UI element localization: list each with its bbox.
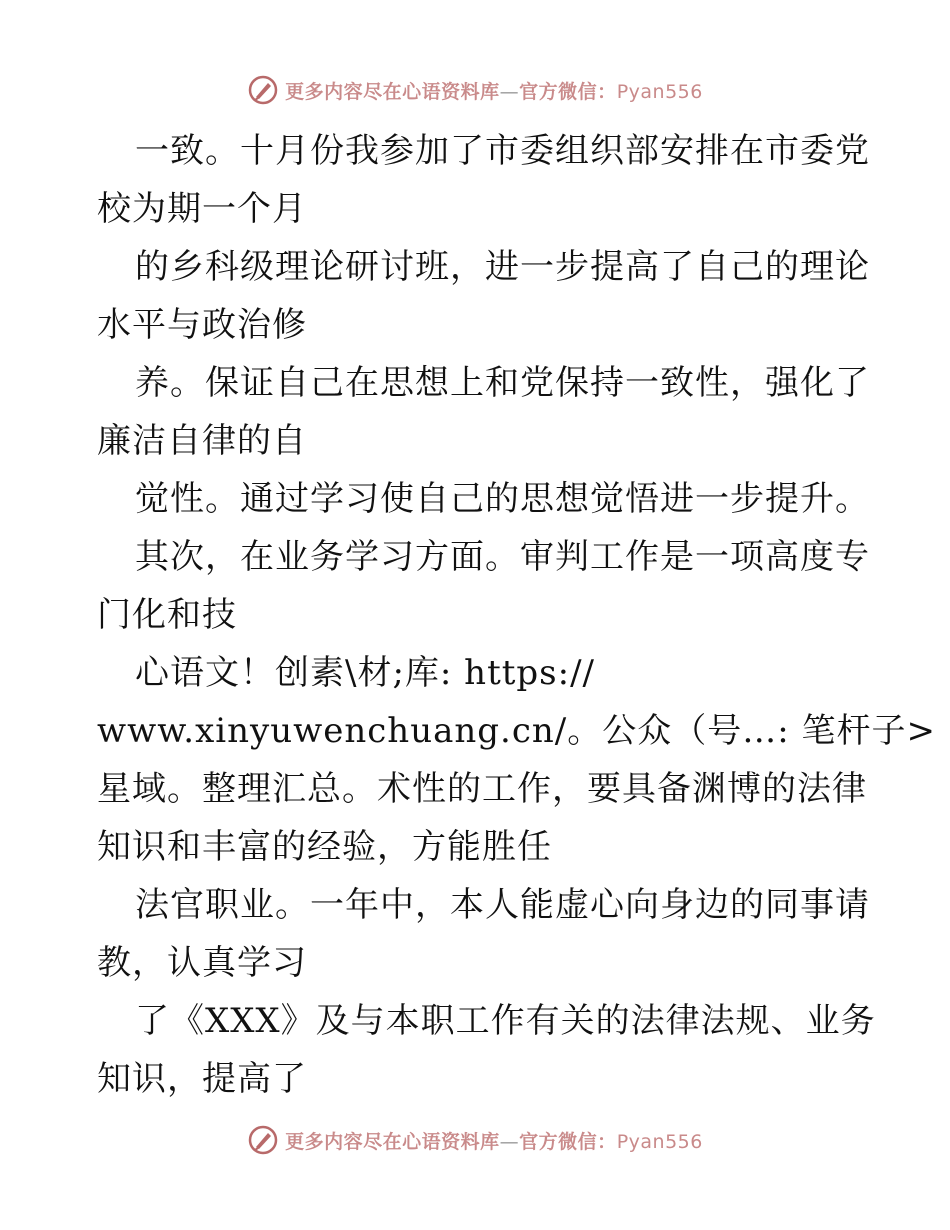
text-line: 一致。十月份我参加了市委组织部安排在市委党: [135, 131, 870, 171]
text-line: 知识，提高了: [97, 1059, 307, 1099]
text-line: www.xinyuwenchuang.cn/。公众（号…: 笔杆子>: [97, 711, 936, 751]
header-watermark: [0, 70, 950, 110]
text-line: 法官职业。一年中，本人能虚心向身边的同事请: [135, 885, 870, 925]
footer-watermark: [0, 1120, 950, 1160]
pen-seal-icon: [247, 74, 279, 106]
text-line: 知识和丰富的经验，方能胜任: [97, 827, 552, 867]
text-line: 教，认真学习: [97, 943, 307, 983]
text-line: 门化和技: [97, 595, 237, 635]
text-line: 水平与政治修: [97, 305, 307, 345]
text-line: 其次，在业务学习方面。审判工作是一项高度专: [135, 537, 870, 577]
text-line: 校为期一个月: [97, 189, 307, 229]
text-line: 星域。整理汇总。术性的工作，要具备渊博的法律: [97, 769, 867, 809]
text-line: 养。保证自己在思想上和党保持一致性，强化了: [135, 363, 870, 403]
text-line: 廉洁自律的自: [97, 421, 307, 461]
watermark-text: 更多内容尽在心语资料库—官方微信：Pyan556: [285, 80, 703, 103]
text-line: 了《XXX》及与本职工作有关的法律法规、业务: [135, 1001, 876, 1041]
watermark-text: 更多内容尽在心语资料库—官方微信：Pyan556: [285, 1130, 703, 1153]
text-line: 心语文！创素\材;库: https://: [135, 653, 595, 693]
pen-seal-icon: [247, 1124, 279, 1156]
text-line: 觉性。通过学习使自己的思想觉悟进一步提升。: [135, 479, 870, 519]
document-body: [97, 122, 936, 1108]
text-line: 的乡科级理论研讨班，进一步提高了自己的理论: [135, 247, 870, 287]
